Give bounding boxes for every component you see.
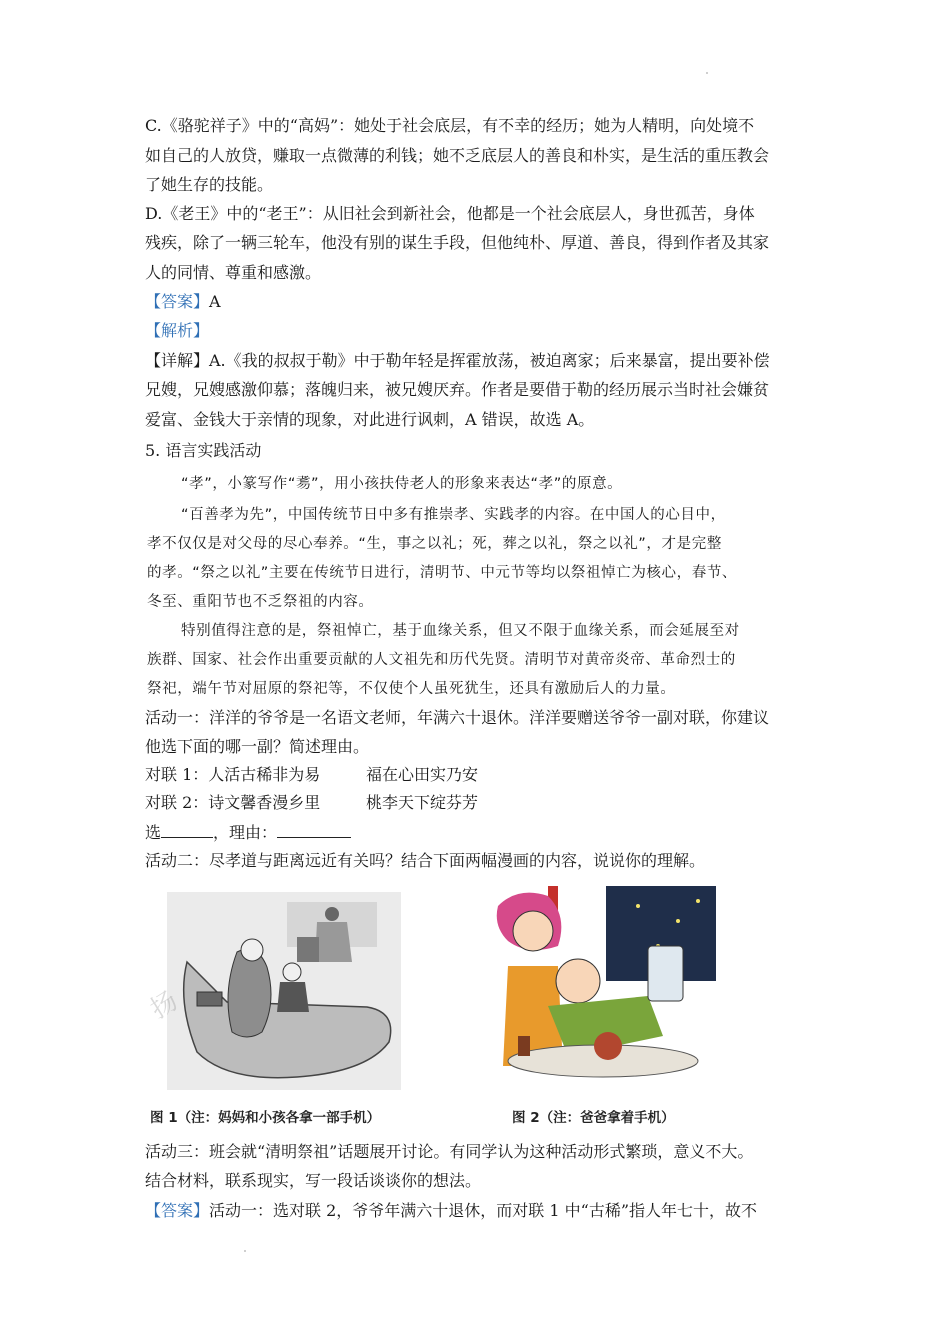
option-d-line-1: D.《老王》中的“老王”：从旧社会到新社会，他都是一个社会底层人，身世孤苦，身体 <box>145 204 755 223</box>
choose-label: 选 <box>145 823 162 842</box>
answer-2-text: 活动一：选对联 2，爷爷年满六十退休，而对联 1 中“古稀”指人年七十，故不 <box>209 1201 757 1220</box>
question-5-title: 5. 语言实践活动 <box>145 441 262 460</box>
answer-line <box>145 291 815 313</box>
option-c-line-2: 如自己的人放贷，赚取一点微薄的利钱；她不乏底层人的善良和朴实，是生活的重压教会 <box>145 146 770 165</box>
activity-1-line-1: 活动一：洋洋的爷爷是一名语文老师，年满六十退休。洋洋要赠送爷爷一副对联，你建议 <box>145 708 770 727</box>
material-paragraph-3-line-2: 族群、国家、社会作出重要贡献的人文祖先和历代先贤。清明节对黄帝炎帝、革命烈士的 <box>147 652 736 668</box>
activity-3-line-1: 活动三：班会就“清明祭祖”话题展开讨论。有同学认为这种活动形式繁琐，意义不大。 <box>145 1142 754 1161</box>
reason-blank[interactable] <box>277 821 351 838</box>
detail-line-2: 兄嫂，兄嫂感激仰慕；落魄归来，被兄嫂厌弃。作者是要借于勒的经历展示当时社会嫌贫 <box>145 380 770 399</box>
option-c-line-3: 了她生存的技能。 <box>145 175 274 194</box>
detail-line-3: 爱富、金钱大于亲情的现象，对此进行讽刺，A 错误，故选 A。 <box>145 410 595 429</box>
activity-3-line-2: 结合材料，联系现实，写一段话谈谈你的想法。 <box>145 1171 482 1190</box>
answer-2-tag: 【答案】 <box>145 1201 210 1220</box>
option-c-line-1: C.《骆驼祥子》中的“高妈”：她处于社会底层，有不幸的经历；她为人精明，向处境不 <box>145 116 755 135</box>
activity-2-line: 活动二：尽孝道与距离远近有关吗？结合下面两幅漫画的内容，说说你的理解。 <box>145 851 706 870</box>
figure-1-caption: 图 1（注：妈妈和小孩各拿一部手机） <box>150 1110 381 1126</box>
material-paragraph-2-line-4: 冬至、重阳节也不乏祭祖的内容。 <box>147 594 374 610</box>
couplet-2-second: 桃李天下绽芬芳 <box>366 793 479 812</box>
figure-2-caption: 图 2（注：爸爸拿着手机） <box>512 1110 675 1126</box>
material-paragraph-3-line-3: 祭祀，端午节对屈原的祭祀等，不仅使个人虽死犹生，还具有激励后人的力量。 <box>147 681 676 697</box>
activity-1-line-2: 他选下面的哪一副？简述理由。 <box>145 737 370 756</box>
material-paragraph-2-line-1: “百善孝为先”，中国传统节日中多有推崇孝、实践孝的内容。在中国人的心目中， <box>181 507 726 523</box>
cartoon-figure-2 <box>488 886 716 1092</box>
material-paragraph-1: “孝”，小篆写作“𦒸”，用小孩扶侍老人的形象来表达“孝”的原意。 <box>181 476 623 492</box>
cartoon-figure-1 <box>167 892 401 1090</box>
couplet-2-first: 对联 2：诗文馨香漫乡里 <box>145 793 321 812</box>
analysis-tag: 【解析】 <box>145 321 210 340</box>
option-d-line-2: 残疾，除了一辆三轮车，他没有别的谋生手段，但他纯朴、厚道、善良，得到作者及其家 <box>145 233 770 252</box>
answer-blank-line <box>145 821 815 844</box>
material-paragraph-3-line-1: 特别值得注意的是，祭祖悼亡，基于血缘关系，但又不限于血缘关系，而会延展至对 <box>181 623 740 639</box>
material-paragraph-2-line-3: 的孝。“祭之以礼”主要在传统节日进行，清明节、中元节等均以祭祖悼亡为核心，春节、 <box>147 565 738 581</box>
choice-blank[interactable] <box>161 821 213 838</box>
reason-label: ，理由： <box>213 823 278 842</box>
couplet-1-second: 福在心田实乃安 <box>366 765 479 784</box>
page-mark <box>706 72 708 74</box>
couplet-1-first: 对联 1：人活古稀非为易 <box>145 765 321 784</box>
material-paragraph-2-line-2: 孝不仅仅是对父母的尽心奉养。“生，事之以礼；死，葬之以礼，祭之以礼”，才是完整 <box>147 536 722 552</box>
answer-2-line <box>145 1200 815 1222</box>
answer-tag: 【答案】 <box>145 292 210 311</box>
detail-line-1: 【详解】A.《我的叔叔于勒》中于勒年轻是挥霍放荡，被迫离家；后来暴富，提出要补偿 <box>145 351 770 370</box>
option-d-line-3: 人的同情、尊重和感激。 <box>145 263 322 282</box>
page-mark-bottom <box>244 1250 246 1252</box>
answer-value: A <box>209 292 221 311</box>
watermark-left: 扬 <box>145 986 184 1026</box>
